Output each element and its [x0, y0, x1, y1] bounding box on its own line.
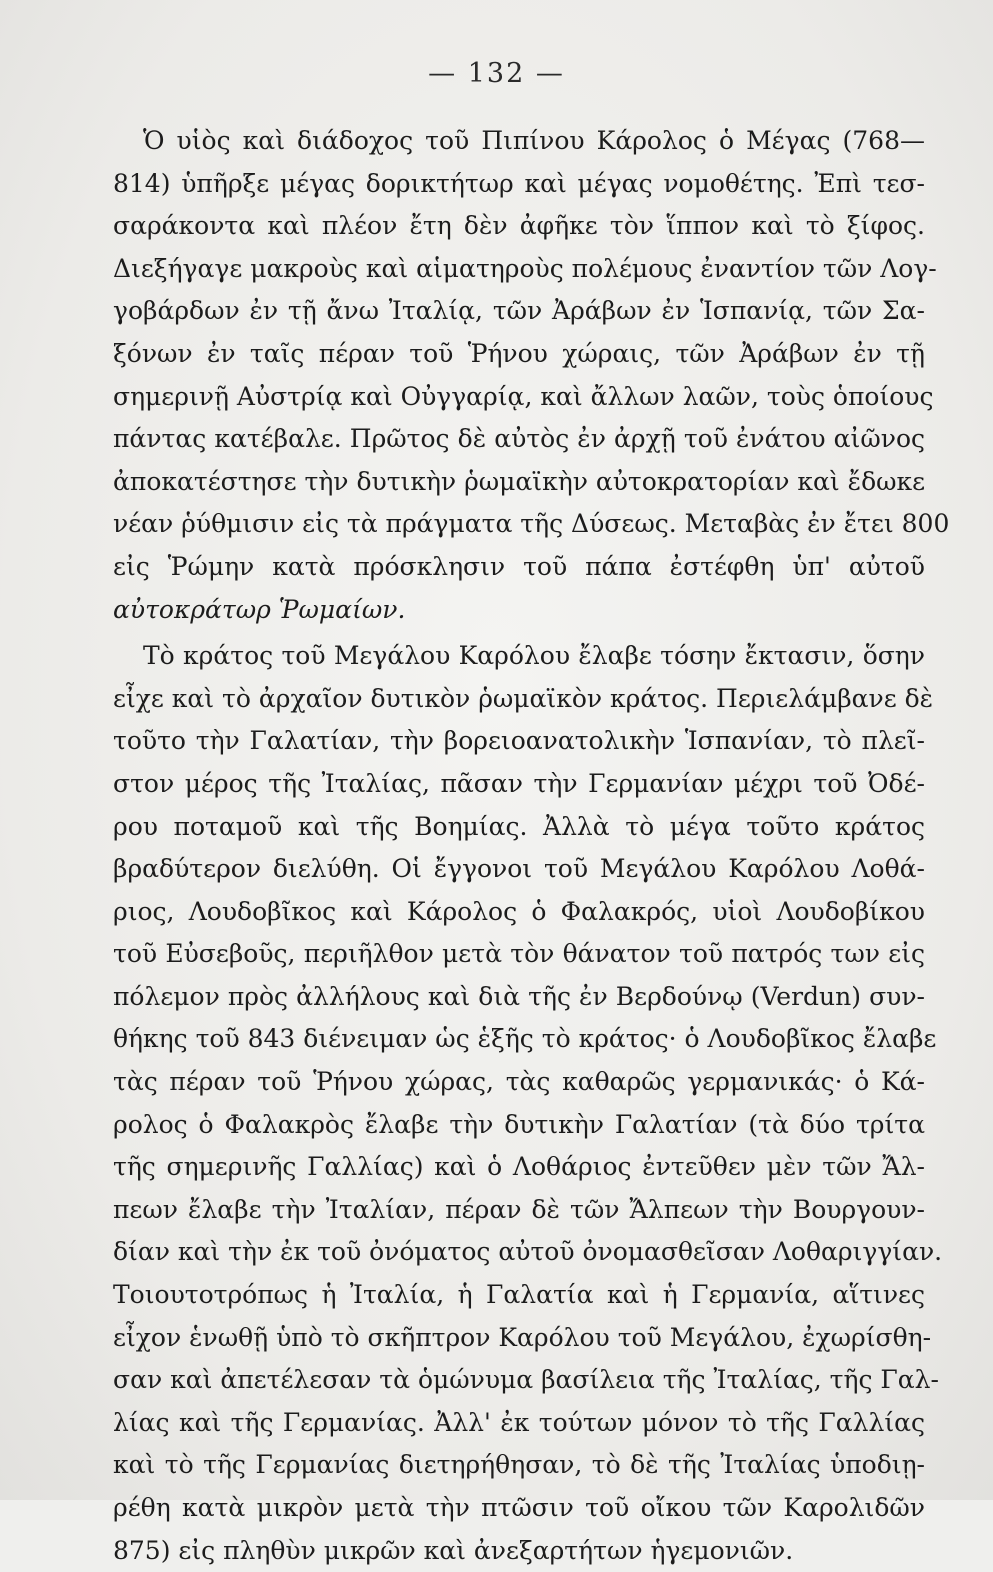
text-line: τοῦ Εὐσεβοῦς, περιῆλθον μετὰ τὸν θάνατον τοῦ πατρός των εἰς: [113, 939, 925, 969]
text-line: πόλεμον πρὸς ἀλλήλους καὶ διὰ τῆς ἐν Βερδούνῳ (Verdun) συν-: [113, 981, 925, 1011]
text-line: τὰς πέραν τοῦ Ῥήνου χώρας, τὰς καθαρῶς γερμανικάς· ὁ Κά-: [113, 1067, 925, 1097]
text-line: εἶχον ἑνωθῇ ὑπὸ τὸ σκῆπτρον Καρόλου τοῦ Μεγάλου, ἐχωρίσθη-: [113, 1322, 932, 1352]
text-line: 814) ὑπῆρξε μέγας δορικτήτωρ καὶ μέγας νομοθέτης. Ἐπὶ τεσ-: [113, 168, 925, 198]
text-line: εἰς Ῥώμην κατὰ πρόσκλησιν τοῦ πάπα ἐστέφθη ὑπ' αὐτοῦ: [113, 551, 925, 581]
paragraph-2: [113, 635, 943, 1572]
text-line: ριος, Λουδοβῖκος καὶ Κάρολος ὁ Φαλακρός, υἱοὶ Λουδοβίκου: [113, 896, 925, 926]
text-line: εἶχε καὶ τὸ ἀρχαῖον δυτικὸν ῥωμαϊκὸν κράτος. Περιελάμβανε δὲ: [113, 683, 934, 713]
text-line: νέαν ῥύθμισιν εἰς τὰ πράγματα τῆς Δύσεως. Μεταβὰς ἐν ἔτει 800: [113, 509, 950, 539]
text-line: Τὸ κράτος τοῦ Μεγάλου Καρόλου ἔλαβε τόσην ἔκτασιν, ὅσην: [143, 641, 925, 671]
text-line: καὶ τὸ τῆς Γερμανίας διετηρήθησαν, τὸ δὲ τῆς Ἰταλίας ὑποδιῃ-: [113, 1450, 925, 1480]
text-line: σαν καὶ ἀπετέλεσαν τὰ ὁμώνυμα βασίλεια τῆς Ἰταλίας, τῆς Γαλ-: [113, 1365, 939, 1395]
text-line: τῆς σημερινῆς Γαλλίας) καὶ ὁ Λοθάριος ἐντεῦθεν μὲν τῶν Ἄλ-: [113, 1152, 925, 1182]
text-line: 875) εἰς πληθὺν μικρῶν καὶ ἀνεξαρτήτων ἡγεμονιῶν.: [113, 1535, 794, 1565]
text-line: πεων ἔλαβε τὴν Ἰταλίαν, πέραν δὲ τῶν Ἄλπεων τὴν Βουργουν-: [113, 1194, 925, 1224]
text-line: ξόνων ἐν ταῖς πέραν τοῦ Ῥήνου χώραις, τῶν Ἀράβων ἐν τῇ: [113, 338, 925, 368]
text-line: ρολος ὁ Φαλακρὸς ἔλαβε τὴν δυτικὴν Γαλατίαν (τὰ δύο τρίτα: [113, 1109, 925, 1139]
text-line: Ὁ υἱὸς καὶ διάδοχος τοῦ Πιπίνου Κάρολος ὁ Μέγας (768—: [143, 126, 925, 155]
text-line-italic: αὐτοκράτωρ Ῥωμαίων.: [113, 594, 406, 624]
text-line: γοβάρδων ἐν τῇ ἄνω Ἰταλίᾳ, τῶν Ἀράβων ἐν Ἱσπανίᾳ, τῶν Σα-: [113, 296, 925, 326]
text-line: βραδύτερον διελύθη. Οἱ ἔγγονοι τοῦ Μεγάλου Καρόλου Λοθά-: [113, 854, 925, 884]
text-line: λίας καὶ τῆς Γερμανίας. Ἀλλ' ἐκ τούτων μόνον τὸ τῆς Γαλλίας: [113, 1407, 925, 1437]
text-line: Τοιουτοτρόπως ἡ Ἰταλία, ἡ Γαλατία καὶ ἡ Γερμανία, αἵτινες: [113, 1280, 925, 1310]
text-line: σημερινῇ Αὐστρίᾳ καὶ Οὐγγαρίᾳ, καὶ ἄλλων λαῶν, τοὺς ὁποίους: [113, 381, 934, 411]
text-line: στον μέρος τῆς Ἰταλίας, πᾶσαν τὴν Γερμανίαν μέχρι τοῦ Ὀδέ-: [113, 768, 925, 798]
text-line: σαράκοντα καὶ πλέον ἔτη δὲν ἀφῆκε τὸν ἵππον καὶ τὸ ξίφος.: [113, 211, 925, 241]
text-line: δίαν καὶ τὴν ἐκ τοῦ ὀνόματος αὐτοῦ ὀνομασθεῖσαν Λοθαριγγίαν.: [113, 1237, 943, 1267]
text-line: ρέθη κατὰ μικρὸν μετὰ τὴν πτῶσιν τοῦ οἴκου τῶν Καρολιδῶν: [113, 1493, 925, 1522]
text-line: ρου ποταμοῦ καὶ τῆς Βοημίας. Ἀλλὰ τὸ μέγα τοῦτο κράτος: [113, 811, 925, 841]
body-text: [113, 120, 950, 1572]
page-number: — 132 —: [428, 58, 565, 89]
text-line: θήκης τοῦ 843 διένειμαν ὡς ἑξῆς τὸ κράτος· ὁ Λουδοβῖκος ἔλαβε: [113, 1024, 937, 1054]
text-line: τοῦτο τὴν Γαλατίαν, τὴν βορειοανατολικὴν Ἱσπανίαν, τὸ πλεῖ-: [113, 726, 925, 756]
text-line: Διεξήγαγε μακροὺς καὶ αἱματηροὺς πολέμους ἐναντίον τῶν Λογ-: [113, 253, 937, 283]
paragraph-1: [113, 120, 950, 631]
text-line: πάντας κατέβαλε. Πρῶτος δὲ αὐτὸς ἐν ἀρχῇ τοῦ ἐνάτου αἰῶνος: [113, 424, 925, 454]
text-line: ἀποκατέστησε τὴν δυτικὴν ῥωμαϊκὴν αὐτοκρατορίαν καὶ ἔδωκε: [113, 466, 926, 496]
